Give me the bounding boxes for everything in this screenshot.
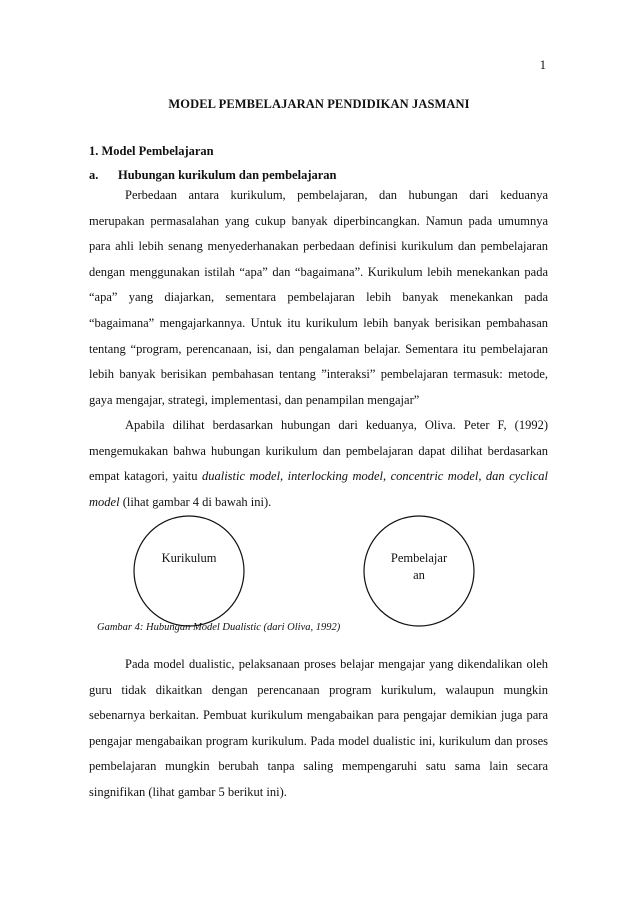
learning-label-line-2: an (413, 568, 425, 582)
page-number: 1 (539, 58, 546, 72)
section-heading: 1. Model Pembelajaran (89, 144, 214, 158)
paragraph-2 (89, 413, 548, 515)
curriculum-label: Kurikulum (161, 551, 217, 565)
paragraph-2-models: dualistic model, interlocking model, concentric model, dan cyclical model (89, 469, 548, 509)
curriculum-circle (134, 516, 244, 626)
subsection-letter: a. (89, 168, 99, 182)
paragraph-1: Perbedaan antara kurikulum, pembelajaran, dan hubungan dari keduanya merupakan permasalahan yang cukup banyak diperbincangkan. Namun pada umumnya para ahli lebih senang menyederhanakan perbedaan definisi kurikulum dan pembelajaran dengan menggunakan istilah “apa” dan “bagaimana”. Kurikulum lebih menekankan pada “apa” yang diajarkan, sementara pembelajaran lebih banyak menekankan pada “bagaimana” mengajarkannya. Untuk itu kurikulum lebih banyak berisikan pembahasan tentang “program, perencanaan, isi, dan pengalaman belajar. Sementara itu pembelajaran lebih banyak berisikan pembahasan tentang ”interaksi” pembelajaran termasuk: metode, gaya mengajar, strategi, implementasi, dan penampilan mengajar” (89, 188, 548, 407)
subsection-heading: Hubungan kurikulum dan pembelajaran (118, 168, 337, 182)
document-title: MODEL PEMBELAJARAN PENDIDIKAN JASMANI (168, 97, 470, 111)
figure-caption: Gambar 4: Hubungan Model Dualistic (dari Oliva, 1992) (97, 622, 341, 633)
paragraph-2-text-end: (lihat gambar 4 di bawah ini). (119, 494, 272, 509)
paragraph-3: Pada model dualistic, pelaksanaan proses belajar mengajar yang dikendalikan oleh guru tidak dikaitkan dengan perencanaan program kurikulum, walaupun mungkin sebenarnya berkaitan. Pembuat kurikulum mengabaikan para pengajar demikian juga para pengajar mengabaikan program kurikulum. Pada model dualistic ini, kurikulum dan proses pembelajaran mungkin berubah tanpa saling mempengaruhi satu sama lain secara singnifikan (lihat gambar 5 berikut ini). (89, 657, 548, 799)
learning-label (374, 550, 464, 584)
learning-label-line-1: Pembelajar (390, 551, 448, 565)
paragraph-2-text-start: Apabila dilihat berdasarkan hubungan dari keduanya, Oliva. Peter F, (1992) mengemukakan bahwa hubungan kurikulum dan pembelajaran dapat dilihat berdasarkan empat katagori, yaitu (89, 418, 548, 484)
